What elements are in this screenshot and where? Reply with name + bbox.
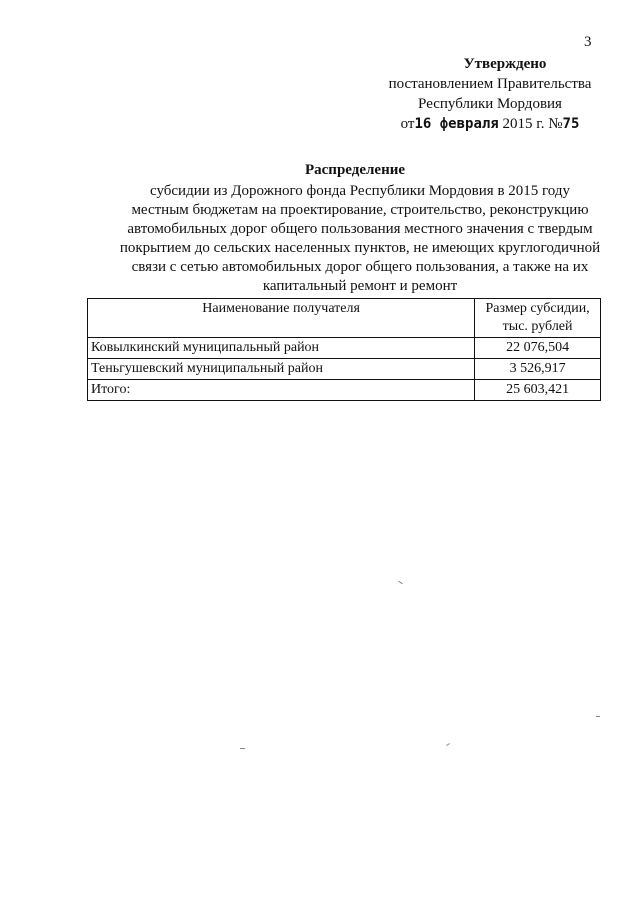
subtitle-line: местным бюджетам на проектирование, строительство, реконструкцию [131, 202, 589, 218]
page-number: 3 [584, 34, 592, 50]
subtitle-line: связи с сетью автомобильных дорог общего пользования, а также на их [131, 259, 589, 275]
subtitle-line: субсидии из Дорожного фонда Республики Мордовия в 2015 году [150, 183, 570, 199]
subtitle-line: автомобильных дорог общего пользования местного значения с твердым [127, 221, 593, 237]
cell-recipient: Теньгушевский муниципальный район [88, 359, 475, 380]
subsidy-table [87, 298, 601, 401]
scan-speck [240, 748, 245, 749]
document-title: Распределение [304, 162, 406, 178]
handwritten-number: 75 [562, 116, 580, 132]
header-amount-line-1: Размер субсидии, [485, 301, 590, 316]
number-prefix: № [548, 116, 563, 132]
approval-block [360, 54, 620, 134]
scan-speck [398, 581, 403, 585]
scan-speck [596, 716, 600, 717]
date-prefix: от [400, 116, 415, 132]
header-amount-line-2: тыс. рублей [502, 319, 573, 334]
cell-amount: 3 526,917 [475, 359, 601, 380]
header-subsidy-amount [475, 299, 601, 338]
header-recipient-name: Наименование получателя [88, 299, 475, 338]
table-total-row [88, 380, 601, 401]
subtitle-line: покрытием до сельских населенных пунктов, не имеющих круглогодичной [119, 240, 601, 256]
table-header-row [88, 299, 601, 338]
subtitle-line: капитальный ремонт и ремонт [262, 278, 458, 294]
handwritten-date: 16 февраля [414, 116, 499, 132]
cell-recipient: Ковылкинский муниципальный район [88, 338, 475, 359]
approval-line-1: постановлением Правительства [388, 76, 592, 92]
scan-speck [446, 743, 450, 746]
total-label: Итого: [88, 380, 475, 401]
document-subtitle [70, 182, 640, 296]
cell-amount: 22 076,504 [475, 338, 601, 359]
approval-heading: Утверждено [463, 56, 547, 72]
table-row [88, 338, 601, 359]
total-amount: 25 603,421 [475, 380, 601, 401]
approval-year: 2015 г. [498, 116, 549, 132]
table-row [88, 359, 601, 380]
approval-line-2: Республики Мордовия [418, 96, 562, 112]
approval-date-line [360, 114, 620, 134]
